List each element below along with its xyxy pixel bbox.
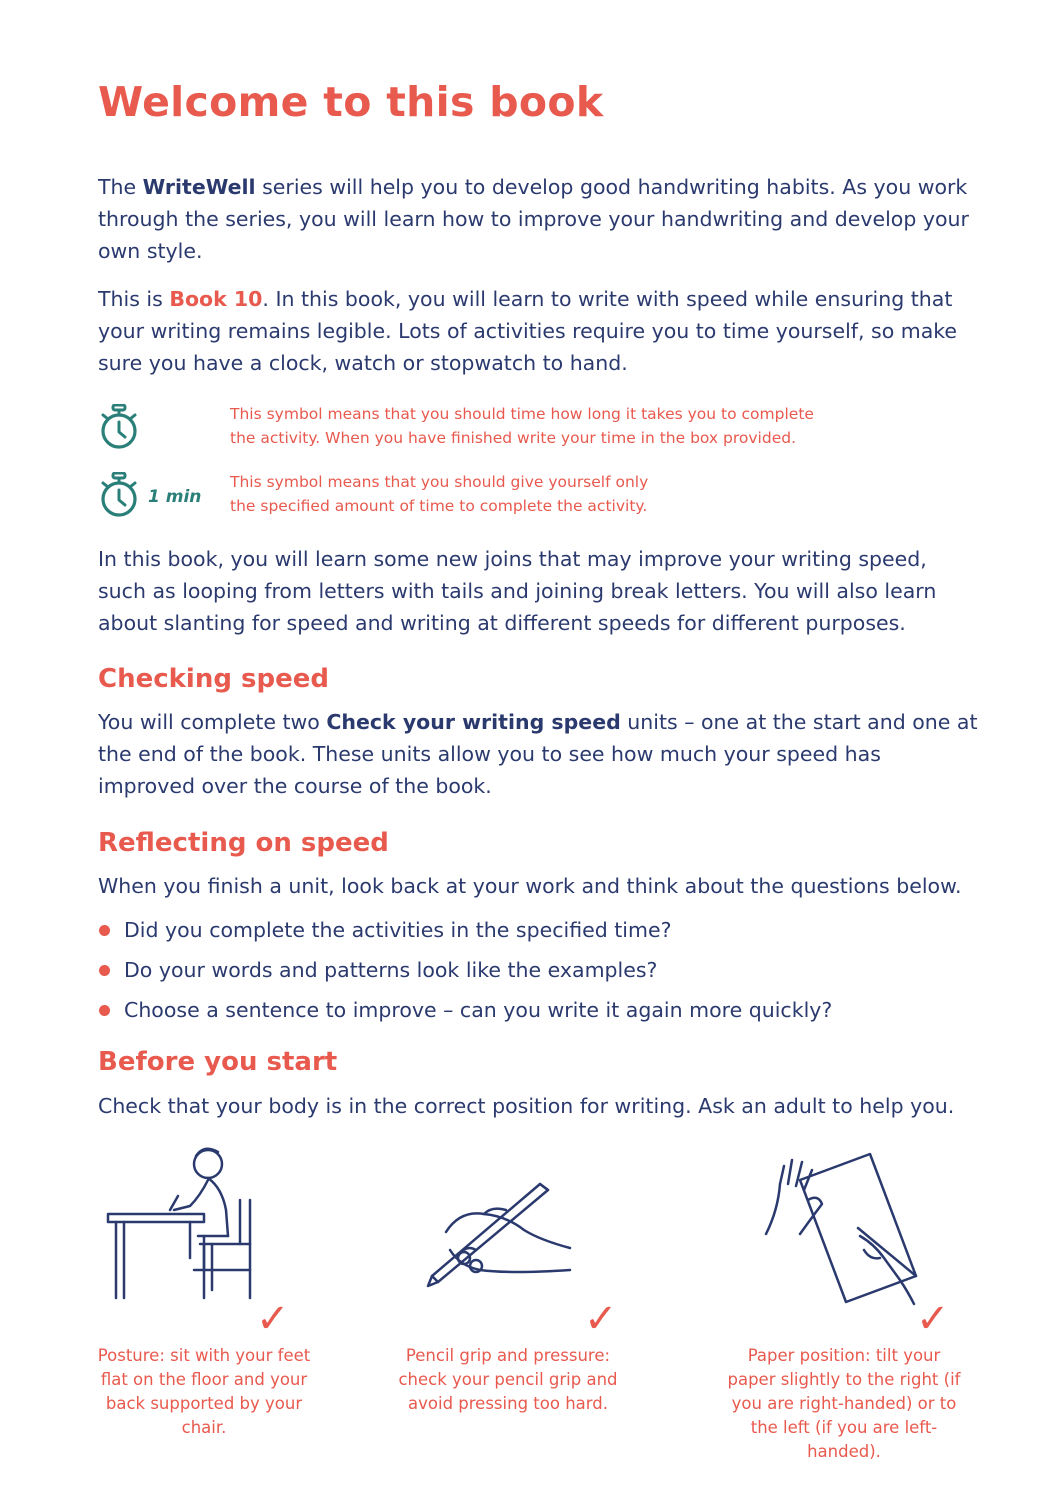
symbol-description-line: This symbol means that you should time how long it takes you to complete	[230, 405, 814, 423]
list-item: Do your words and patterns look like the examples?	[98, 950, 978, 990]
intro-text: This is	[98, 287, 170, 311]
intro-text: . In this book, you will learn to write with speed while ensuring that your writing remains legible. Lots of activities require you to time yourself, so make sure you have a clock, watch or stopwatch to hand.	[98, 287, 958, 375]
page-title: Welcome to this book	[98, 78, 604, 126]
intro-text: The	[98, 175, 143, 199]
symbol-description-line: This symbol means that you should give yourself only	[230, 473, 649, 491]
section-heading-checking: Checking speed	[98, 664, 329, 694]
symbol-description-line: the activity. When you have finished write your time in the box provided.	[230, 429, 796, 447]
reflecting-intro: When you finish a unit, look back at your work and think about the questions below.	[98, 874, 962, 898]
checking-text: units – one at the start and one at the end of the book. These units allow you to see how much your speed has improved over the course of the book.	[98, 710, 978, 798]
list-item: Did you complete the activities in the specified time?	[98, 910, 978, 950]
posture-illustration	[104, 1140, 274, 1304]
symbol-description-line: the specified amount of time to complete the activity.	[230, 497, 648, 515]
tip-caption-posture: Posture: sit with your feet flat on the floor and your back supported by your chair.	[97, 1346, 311, 1437]
stopwatch-icon	[98, 404, 140, 454]
tip-caption-paper-position: Paper position: tilt your paper slightly to the right (if you are right-handed) or to the left (if you are left-handed).	[727, 1346, 961, 1461]
unit-name: Check your writing speed	[326, 710, 621, 734]
paper-position-illustration	[760, 1140, 930, 1314]
joins-paragraph: In this book, you will learn some new joins that may improve your writing speed, such as looping from letters with tails and joining break letters. You will also learn about slanting for speed and writing at different speeds for different purposes.	[98, 547, 937, 635]
book-number: Book 10	[169, 287, 263, 311]
series-name: WriteWell	[142, 175, 256, 199]
stopwatch-icon	[98, 472, 140, 522]
list-item: Choose a sentence to improve – can you write it again more quickly?	[98, 990, 978, 1030]
check-mark: ✓	[256, 1296, 290, 1342]
symbol-row-timed	[98, 402, 978, 462]
symbol-description	[230, 470, 648, 518]
before-intro: Check that your body is in the correct position for writing. Ask an adult to help you.	[98, 1094, 955, 1118]
check-mark: ✓	[916, 1296, 950, 1342]
checking-text: You will complete two	[98, 710, 327, 734]
checking-paragraph	[98, 706, 978, 802]
pencil-grip-illustration	[420, 1140, 580, 1304]
tip-caption-pencil-grip: Pencil grip and pressure: check your pencil grip and avoid pressing too hard.	[398, 1346, 618, 1413]
time-limit-label: 1 min	[148, 487, 202, 507]
check-mark: ✓	[584, 1296, 618, 1342]
intro-paragraph-book	[98, 283, 978, 379]
reflection-questions	[98, 910, 978, 1030]
section-heading-before: Before you start	[98, 1047, 338, 1077]
intro-paragraph-series	[98, 171, 978, 267]
symbol-description	[230, 402, 814, 450]
section-heading-reflecting: Reflecting on speed	[98, 828, 389, 858]
symbol-row-time-limit	[98, 470, 978, 530]
intro-text: series will help you to develop good handwriting habits. As you work through the series, you will learn how to improve your handwriting and develop your own style.	[98, 175, 969, 263]
